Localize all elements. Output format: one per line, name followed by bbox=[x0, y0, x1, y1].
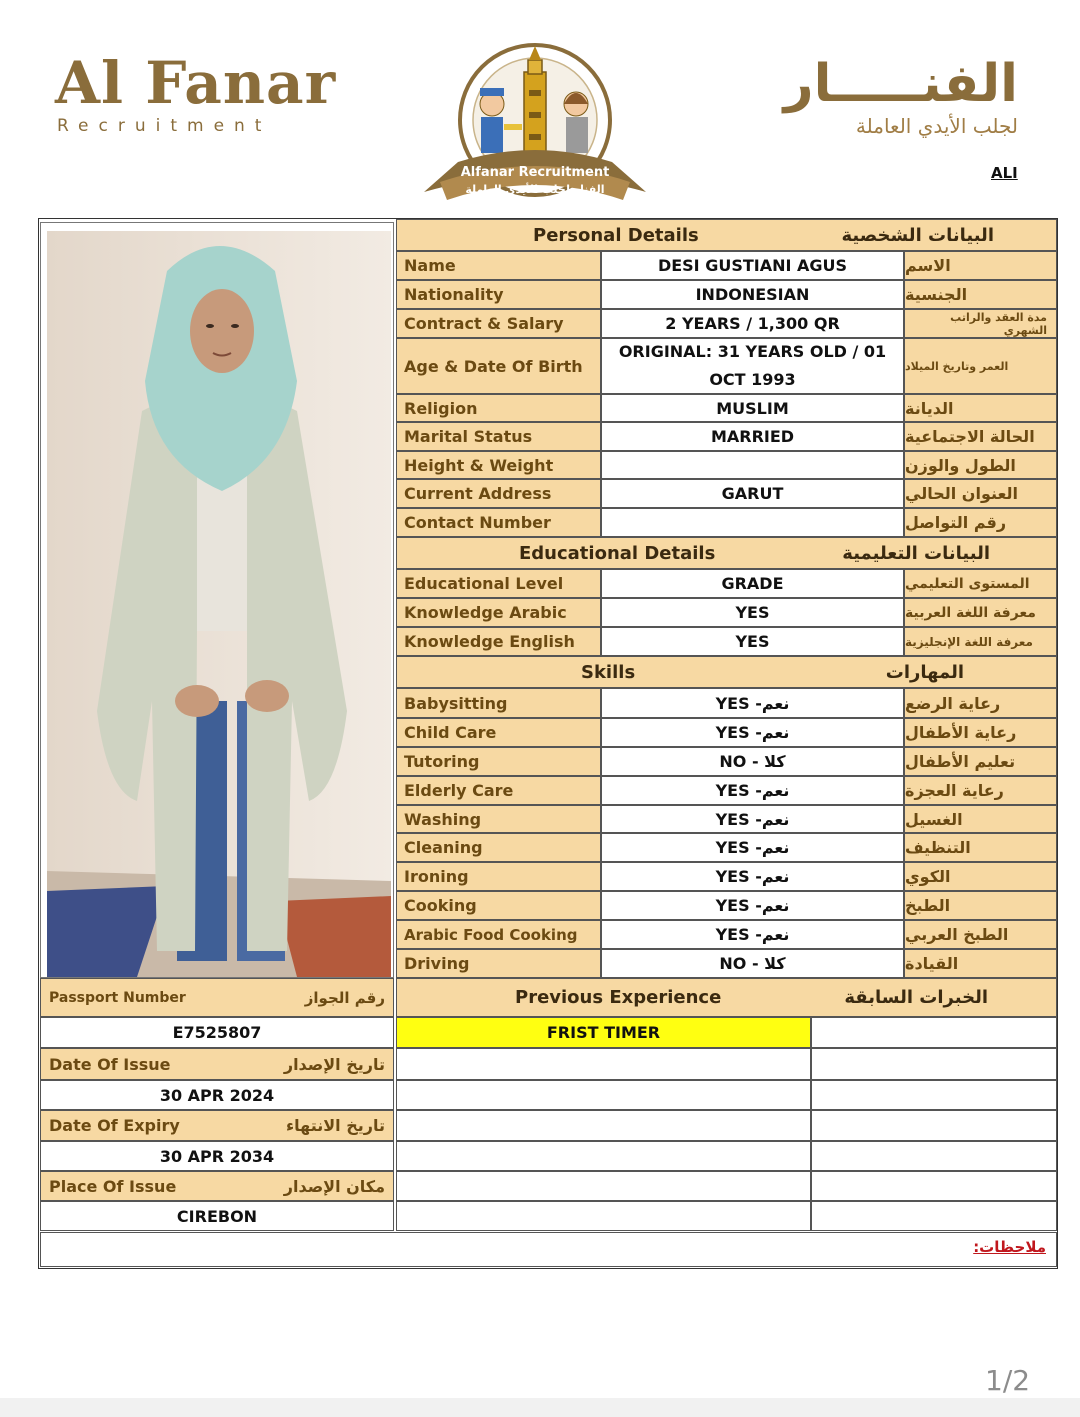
value-religion: MUSLIM bbox=[601, 394, 904, 422]
date-of-expiry-header bbox=[40, 1110, 394, 1141]
logo-arabic-title: الفنـــــار bbox=[783, 54, 1018, 114]
label-marital-status: Marital Status bbox=[396, 422, 601, 451]
logo-arabic-subtitle: لجلب الأيدي العاملة bbox=[855, 114, 1018, 138]
experience-first-entry: FRIST TIMER bbox=[396, 1017, 811, 1048]
label-skill-washing-ar: الغسيل bbox=[904, 805, 1057, 833]
value-skill-babysitting: YES -نعم bbox=[601, 688, 904, 718]
date-of-issue-header bbox=[40, 1048, 394, 1080]
experience-cell bbox=[811, 1201, 1057, 1231]
label-skill-driving: Driving bbox=[396, 949, 601, 978]
label-age-dob: Age & Date Of Birth bbox=[396, 338, 601, 394]
place-of-issue-label-ar: مكان الإصدار bbox=[283, 1176, 385, 1196]
value-name: DESI GUSTIANI AGUS bbox=[601, 251, 904, 280]
experience-cell bbox=[396, 1201, 811, 1231]
label-current-address-ar: العنوان الحالي bbox=[904, 479, 1057, 508]
value-skill-elderly-care: YES -نعم bbox=[601, 776, 904, 805]
experience-cell bbox=[396, 1141, 811, 1171]
label-contract-salary: Contract & Salary bbox=[396, 309, 601, 338]
label-nationality: Nationality bbox=[396, 280, 601, 309]
value-educational-level: GRADE bbox=[601, 569, 904, 598]
label-skill-elderly-care: Elderly Care bbox=[396, 776, 601, 805]
place-of-issue-header bbox=[40, 1171, 394, 1201]
personal-details-title-ar: البيانات الشخصية bbox=[841, 224, 994, 246]
date-of-expiry-label-ar: تاريخ الانتهاء bbox=[285, 1116, 385, 1135]
educational-details-header bbox=[396, 537, 1057, 569]
value-skill-driving: NO - كلا bbox=[601, 949, 904, 978]
label-marital-status-ar: الحالة الاجتماعية bbox=[904, 422, 1057, 451]
label-skill-washing: Washing bbox=[396, 805, 601, 833]
label-religion: Religion bbox=[396, 394, 601, 422]
emblem-text-en: Alfanar Recruitment bbox=[460, 165, 610, 180]
label-skill-tutoring-ar: تعليم الأطفال bbox=[904, 747, 1057, 776]
logo-english-title: Al Fanar bbox=[55, 49, 337, 117]
value-skill-arabic-food-cooking: YES -نعم bbox=[601, 920, 904, 949]
label-skill-ironing: Ironing bbox=[396, 862, 601, 891]
value-skill-cleaning: YES -نعم bbox=[601, 833, 904, 862]
value-marital-status: MARRIED bbox=[601, 422, 904, 451]
date-of-issue-label-en: Date Of Issue bbox=[49, 1054, 171, 1074]
experience-cell bbox=[811, 1110, 1057, 1141]
label-skill-cleaning-ar: التنظيف bbox=[904, 833, 1057, 862]
passport-number-value: E7525807 bbox=[40, 1017, 394, 1048]
experience-cell bbox=[396, 1080, 811, 1110]
value-skill-tutoring: NO - كلا bbox=[601, 747, 904, 776]
label-knowledge-english: Knowledge English bbox=[396, 627, 601, 656]
experience-cell bbox=[396, 1110, 811, 1141]
label-contract-salary-ar: مدة العقد والراتب الشهري bbox=[904, 309, 1057, 338]
label-contact-number: Contact Number bbox=[396, 508, 601, 537]
label-educational-level-ar: المستوى التعليمي bbox=[904, 569, 1057, 598]
skills-header bbox=[396, 656, 1057, 688]
value-knowledge-arabic: YES bbox=[601, 598, 904, 627]
experience-cell bbox=[811, 1048, 1057, 1080]
experience-cell bbox=[811, 1080, 1057, 1110]
agency-emblem-icon bbox=[418, 42, 652, 212]
value-contact-number bbox=[601, 508, 904, 537]
value-height-weight bbox=[601, 451, 904, 479]
label-educational-level: Educational Level bbox=[396, 569, 601, 598]
educational-details-title-en: Educational Details bbox=[519, 542, 716, 564]
value-age-dob: ORIGINAL: 31 YEARS OLD / 01 OCT 1993 bbox=[601, 338, 904, 394]
previous-experience-title-ar: الخبرات السابقة bbox=[844, 987, 988, 1008]
date-of-issue-label-ar: تاريخ الإصدار bbox=[283, 1054, 385, 1074]
personal-details-header bbox=[396, 219, 1057, 251]
label-skill-cleaning: Cleaning bbox=[396, 833, 601, 862]
skills-title-en: Skills bbox=[581, 661, 636, 683]
label-knowledge-arabic-ar: معرفة اللغة العربية bbox=[904, 598, 1057, 627]
label-name-ar: الاسم bbox=[904, 251, 1057, 280]
label-skill-child-care: Child Care bbox=[396, 718, 601, 747]
label-skill-elderly-care-ar: رعاية العجزة bbox=[904, 776, 1057, 805]
value-skill-washing: YES -نعم bbox=[601, 805, 904, 833]
label-current-address: Current Address bbox=[396, 479, 601, 508]
value-skill-child-care: YES -نعم bbox=[601, 718, 904, 747]
value-skill-cooking: YES -نعم bbox=[601, 891, 904, 920]
previous-experience-header bbox=[396, 978, 1057, 1017]
educational-details-title-ar: البيانات التعليمية bbox=[842, 542, 990, 564]
value-current-address: GARUT bbox=[601, 479, 904, 508]
label-name: Name bbox=[396, 251, 601, 280]
candidate-photo-frame bbox=[40, 222, 394, 978]
label-skill-cooking: Cooking bbox=[396, 891, 601, 920]
notes-row bbox=[40, 1232, 1057, 1267]
value-nationality: INDONESIAN bbox=[601, 280, 904, 309]
label-skill-babysitting-ar: رعاية الرضع bbox=[904, 688, 1057, 718]
personal-details-title-en: Personal Details bbox=[533, 224, 699, 246]
experience-cell bbox=[396, 1171, 811, 1201]
document-header bbox=[0, 0, 1080, 218]
logo-english-subtitle: Recruitment bbox=[57, 116, 272, 136]
label-skill-cooking-ar: الطبخ bbox=[904, 891, 1057, 920]
previous-experience-title-en: Previous Experience bbox=[515, 987, 722, 1008]
experience-cell bbox=[396, 1048, 811, 1080]
logo-arabic bbox=[784, 54, 1018, 138]
label-skill-driving-ar: القيادة bbox=[904, 949, 1057, 978]
skills-title-ar: المهارات bbox=[885, 661, 964, 683]
logo-english bbox=[55, 49, 337, 136]
label-height-weight: Height & Weight bbox=[396, 451, 601, 479]
label-skill-child-care-ar: رعاية الأطفال bbox=[904, 718, 1057, 747]
label-skill-tutoring: Tutoring bbox=[396, 747, 601, 776]
experience-cell bbox=[811, 1017, 1057, 1048]
value-knowledge-english: YES bbox=[601, 627, 904, 656]
label-knowledge-english-ar: معرفة اللغة الإنجليزية bbox=[904, 627, 1057, 656]
label-skill-arabic-food-cooking: Arabic Food Cooking bbox=[396, 920, 601, 949]
label-skill-arabic-food-cooking-ar: الطبخ العربي bbox=[904, 920, 1057, 949]
viewer-bottom-bar bbox=[0, 1398, 1080, 1417]
label-skill-babysitting: Babysitting bbox=[396, 688, 601, 718]
value-skill-ironing: YES -نعم bbox=[601, 862, 904, 891]
place-of-issue-label-en: Place Of Issue bbox=[49, 1176, 177, 1196]
candidate-photo bbox=[47, 231, 391, 977]
passport-number-label-en: Passport Number bbox=[49, 989, 186, 1006]
passport-number-label-ar: رقم الجواز bbox=[304, 988, 385, 1007]
label-knowledge-arabic: Knowledge Arabic bbox=[396, 598, 601, 627]
date-of-expiry-label-en: Date Of Expiry bbox=[49, 1116, 180, 1135]
agent-name: ALI bbox=[991, 164, 1018, 182]
date-of-issue-value: 30 APR 2024 bbox=[40, 1080, 394, 1110]
experience-cell bbox=[811, 1141, 1057, 1171]
experience-cell bbox=[811, 1171, 1057, 1201]
place-of-issue-value: CIREBON bbox=[40, 1201, 394, 1231]
label-skill-ironing-ar: الكوي bbox=[904, 862, 1057, 891]
label-age-dob-ar: العمر وتاريخ الميلاد bbox=[904, 338, 1057, 394]
passport-number-header bbox=[40, 978, 394, 1017]
label-height-weight-ar: الطول والوزن bbox=[904, 451, 1057, 479]
label-nationality-ar: الجنسية bbox=[904, 280, 1057, 309]
label-religion-ar: الديانة bbox=[904, 394, 1057, 422]
value-contract-salary: 2 YEARS / 1,300 QR bbox=[601, 309, 904, 338]
date-of-expiry-value: 30 APR 2034 bbox=[40, 1141, 394, 1171]
page-number: 1/2 bbox=[985, 1364, 1031, 1397]
notes-label: ملاحظات: bbox=[973, 1238, 1046, 1256]
label-contact-number-ar: رقم التواصل bbox=[904, 508, 1057, 537]
emblem-text-ar: الفنار لجلب الأيدي العاملة bbox=[465, 183, 605, 196]
